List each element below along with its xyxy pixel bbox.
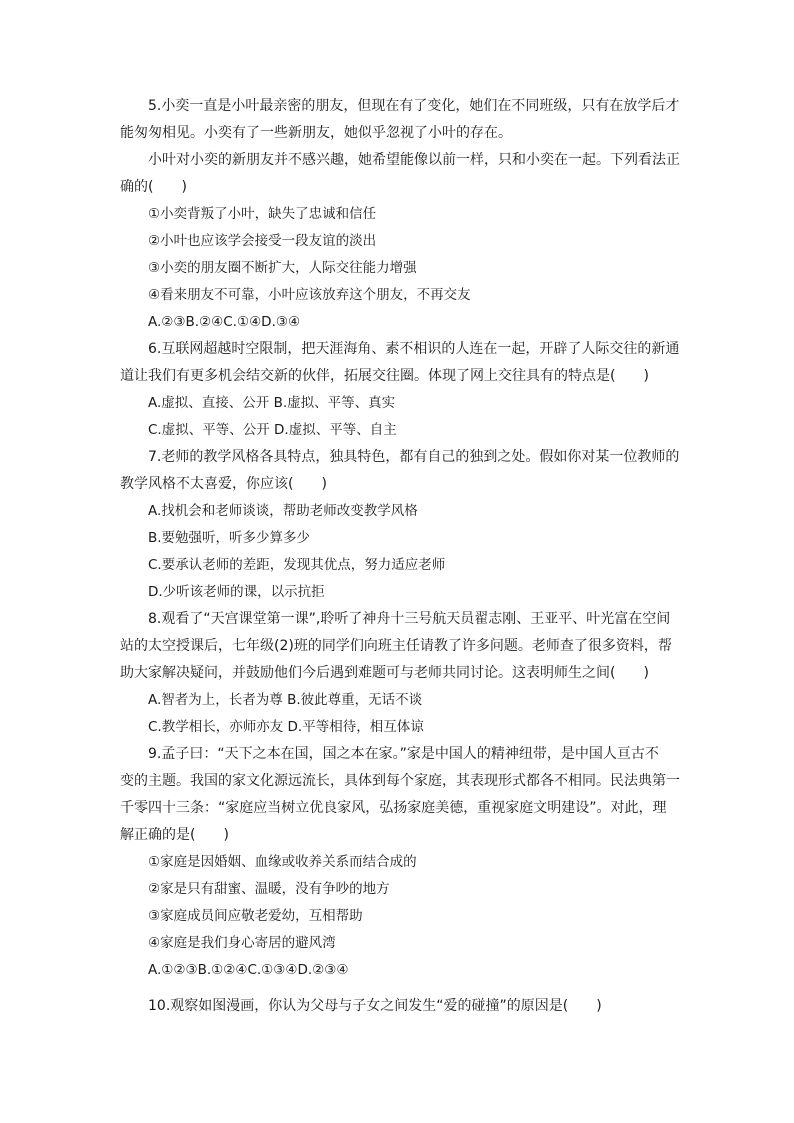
- q9-item-4: ④家庭是我们身心寄居的避风湾: [148, 935, 336, 951]
- q7-option-c: C.要承认老师的差距，发现其优点，努力适应老师: [148, 557, 446, 573]
- q7-option-b: B.要勉强听，听多少算多少: [148, 530, 311, 546]
- q9-stem-line-2: 变的主题。我国的家文化源远流长，具体到每个家庭，其表现形式都各不相同。民法典第一: [120, 773, 680, 789]
- q7-stem-line-2: 教学风格不太喜爱，你应该( ): [120, 476, 327, 492]
- q5-stem-line-4: 确的( ): [120, 179, 187, 195]
- q8-stem-line-2: 站的太空授课后，七年级(2)班的同学们向班主任请教了许多问题。老师查了很多资料，帮: [120, 638, 672, 654]
- q9-item-3: ③家庭成员间应敬老爱幼，互相帮助: [148, 908, 363, 924]
- q5-item-2: ②小叶也应该学会接受一段友谊的淡出: [148, 233, 377, 249]
- q6-option-cd: C.虚拟、平等、公开 D.虚拟、平等、自主: [148, 422, 397, 438]
- q9-stem-line-1: 9.孟子曰：“天下之本在国，国之本在家。”家是中国人的精神纽带，是中国人亘古不: [148, 746, 659, 762]
- q5-item-4: ④看来朋友不可靠，小叶应该放弃这个朋友，不再交友: [148, 287, 471, 303]
- q9-item-2: ②家是只有甜蜜、温暖，没有争吵的地方: [148, 881, 390, 897]
- q5-stem-line-1: 5.小奕一直是小叶最亲密的朋友，但现在有了变化，她们在不同班级，只有在放学后才: [148, 98, 680, 114]
- q5-item-3: ③小奕的朋友圈不断扩大，人际交往能力增强: [148, 260, 417, 276]
- q5-stem-line-2: 能匆匆相见。小奕有了一些新朋友，她似乎忽视了小叶的存在。: [120, 125, 512, 141]
- q5-options: A.②③B.②④C.①④D.③④: [148, 314, 301, 330]
- q9-item-1: ①家庭是因婚姻、血缘或收养关系而结合成的: [148, 854, 417, 870]
- q5-item-1: ①小奕背叛了小叶，缺失了忠诚和信任: [148, 206, 377, 222]
- q7-option-a: A.找机会和老师谈谈，帮助老师改变教学风格: [148, 503, 418, 519]
- q9-options: A.①②③B.①②④C.①③④D.②③④: [148, 962, 349, 978]
- q8-stem-line-3: 助大家解决疑问，并鼓励他们今后遇到难题可与老师共同讨论。这表明师生之间( ): [120, 665, 649, 681]
- q8-option-ab: A.智者为上，长者为尊 B.彼此尊重，无话不谈: [148, 692, 423, 708]
- q9-stem-line-4: 解正确的是( ): [120, 827, 229, 843]
- q6-stem-line-1: 6.互联网超越时空限制，把天涯海角、素不相识的人连在一起，开辟了人际交往的新通: [148, 341, 680, 357]
- q8-stem-line-1: 8.观看了“天宫课堂第一课”,聆听了神舟十三号航天员翟志刚、王亚平、叶光富在空间: [148, 611, 671, 627]
- q8-option-cd: C.教学相长，亦师亦友 D.平等相待，相互体谅: [148, 719, 424, 735]
- q7-stem-line-1: 7.老师的教学风格各具特点，独具特色，都有自己的独到之处。假如你对某一位教师的: [148, 449, 680, 465]
- q7-option-d: D.少听该老师的课，以示抗拒: [148, 584, 325, 600]
- q9-stem-line-3: 千零四十三条：“家庭应当树立优良家风，弘扬家庭美德，重视家庭文明建设”。对此，理: [120, 800, 667, 816]
- q10-stem-line-1: 10.观察如图漫画，你认为父母与子女之间发生“爱的碰撞”的原因是( ): [148, 998, 602, 1014]
- q5-stem-line-3: 小叶对小奕的新朋友并不感兴趣，她希望能像以前一样，只和小奕在一起。下列看法正: [148, 152, 680, 168]
- q6-stem-line-2: 道让我们有更多机会结交新的伙伴，拓展交往圈。体现了网上交往具有的特点是( ): [120, 368, 649, 384]
- q6-option-ab: A.虚拟、直接、公开 B.虚拟、平等、真实: [148, 395, 396, 411]
